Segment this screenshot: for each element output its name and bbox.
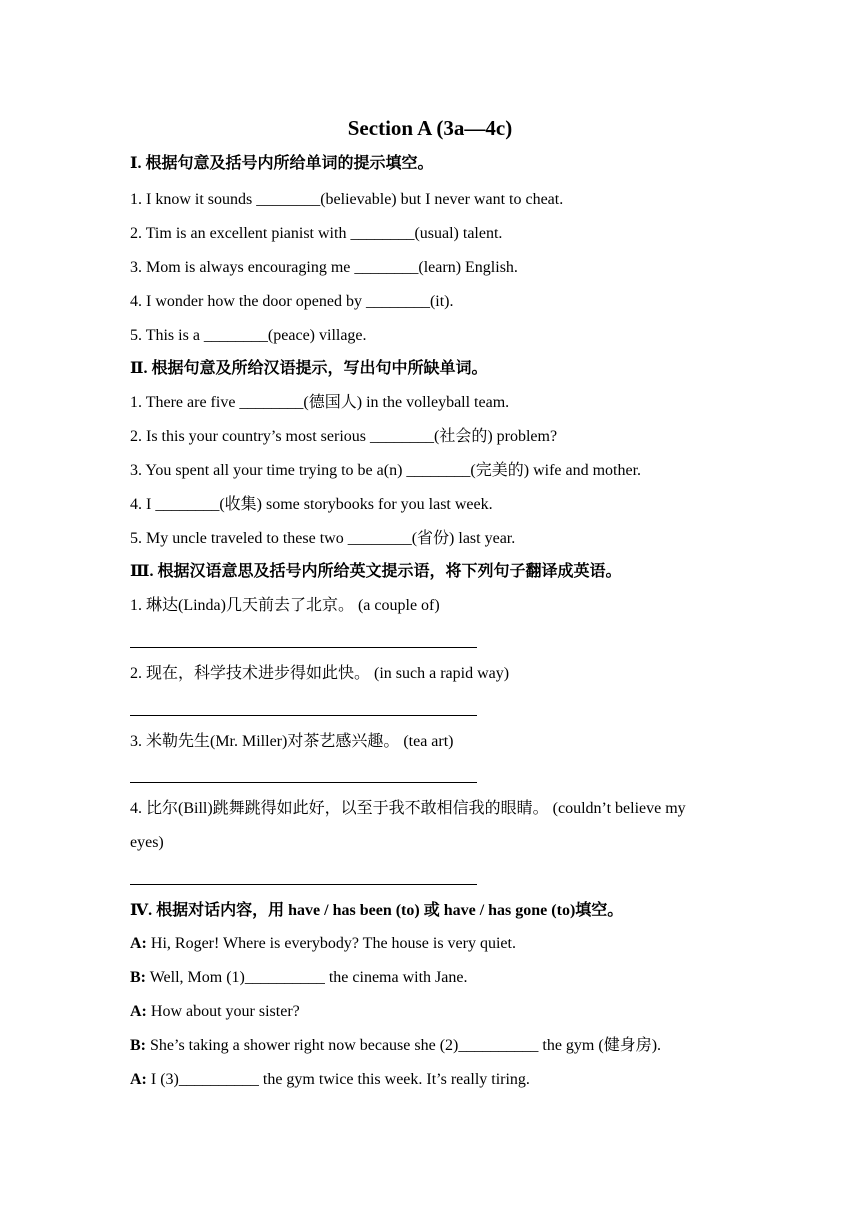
answer-line-3: [130, 782, 477, 783]
section-1-item-2: 2. Tim is an excellent pianist with ________(usual) talent.: [130, 225, 503, 242]
section-2-item-2: 2. Is this your country’s most serious ________(社会的) problem?: [130, 428, 558, 445]
dialogue-line-2: [130, 967, 467, 989]
section-3-item-2: 2. 现在，科学技术进步得如此快。 (in such a rapid way): [130, 665, 510, 682]
section-1-item-5: 5. This is a ________(peace) village.: [130, 327, 367, 344]
dialogue-text: She’s taking a shower right now because she (2)__________ the gym (健身房).: [146, 1037, 662, 1054]
answer-line-2: [130, 715, 477, 716]
page-title: Section A (3a—4c): [347, 116, 513, 140]
speaker-label: B:: [130, 1037, 146, 1054]
section-2-item-1: 1. There are five ________(德国人) in the volleyball team.: [130, 394, 510, 411]
section-4-heading: Ⅳ. 根据对话内容，用 have / has been (to) 或 have / has gone (to)填空。: [130, 902, 624, 919]
speaker-label: A:: [130, 1003, 147, 1020]
section-1-heading: Ⅰ. 根据句意及括号内所给单词的提示填空。: [130, 155, 434, 172]
dialogue-text: Hi, Roger! Where is everybody? The house is very quiet.: [146, 935, 516, 952]
section-1-item-1: 1. I know it sounds ________(believable) but I never want to cheat.: [130, 191, 564, 208]
answer-line-4: [130, 884, 477, 885]
section-2-item-3: 3. You spent all your time trying to be a(n) ________(完美的) wife and mother.: [130, 462, 642, 479]
section-3-item-1: 1. 琳达(Linda)几天前去了北京。 (a couple of): [130, 597, 440, 614]
section-2-item-5: 5. My uncle traveled to these two ________(省份) last year.: [130, 530, 516, 547]
section-1-item-4: 4. I wonder how the door opened by ________(it).: [130, 293, 454, 310]
speaker-label: A:: [130, 1071, 147, 1088]
speaker-label: A:: [130, 935, 147, 952]
section-2-item-4: 4. I ________(收集) some storybooks for you last week.: [130, 496, 493, 513]
speaker-label: B:: [130, 969, 146, 986]
section-2-heading: Ⅱ. 根据句意及所给汉语提示，写出句中所缺单词。: [130, 360, 488, 377]
dialogue-line-5: [130, 1069, 530, 1091]
section-1-item-3: 3. Mom is always encouraging me ________(learn) English.: [130, 259, 518, 276]
dialogue-line-4: [130, 1035, 661, 1057]
dialogue-text: Well, Mom (1)__________ the cinema with Jane.: [146, 969, 468, 986]
section-3-item-3: 3. 米勒先生(Mr. Miller)对茶艺感兴趣。 (tea art): [130, 733, 454, 750]
answer-line-1: [130, 647, 477, 648]
dialogue-line-3: [130, 1001, 300, 1023]
section-3-item-4: 4. 比尔(Bill)跳舞跳得如此好，以至于我不敢相信我的眼睛。 (couldn’t believe my: [130, 800, 686, 817]
dialogue-line-1: [130, 933, 516, 955]
section-3-heading: Ⅲ. 根据汉语意思及括号内所给英文提示语，将下列句子翻译成英语。: [130, 563, 622, 580]
dialogue-text: I (3)__________ the gym twice this week. It’s really tiring.: [146, 1071, 530, 1088]
section-3-item-4-continuation: eyes): [130, 834, 164, 851]
dialogue-text: How about your sister?: [146, 1003, 300, 1020]
